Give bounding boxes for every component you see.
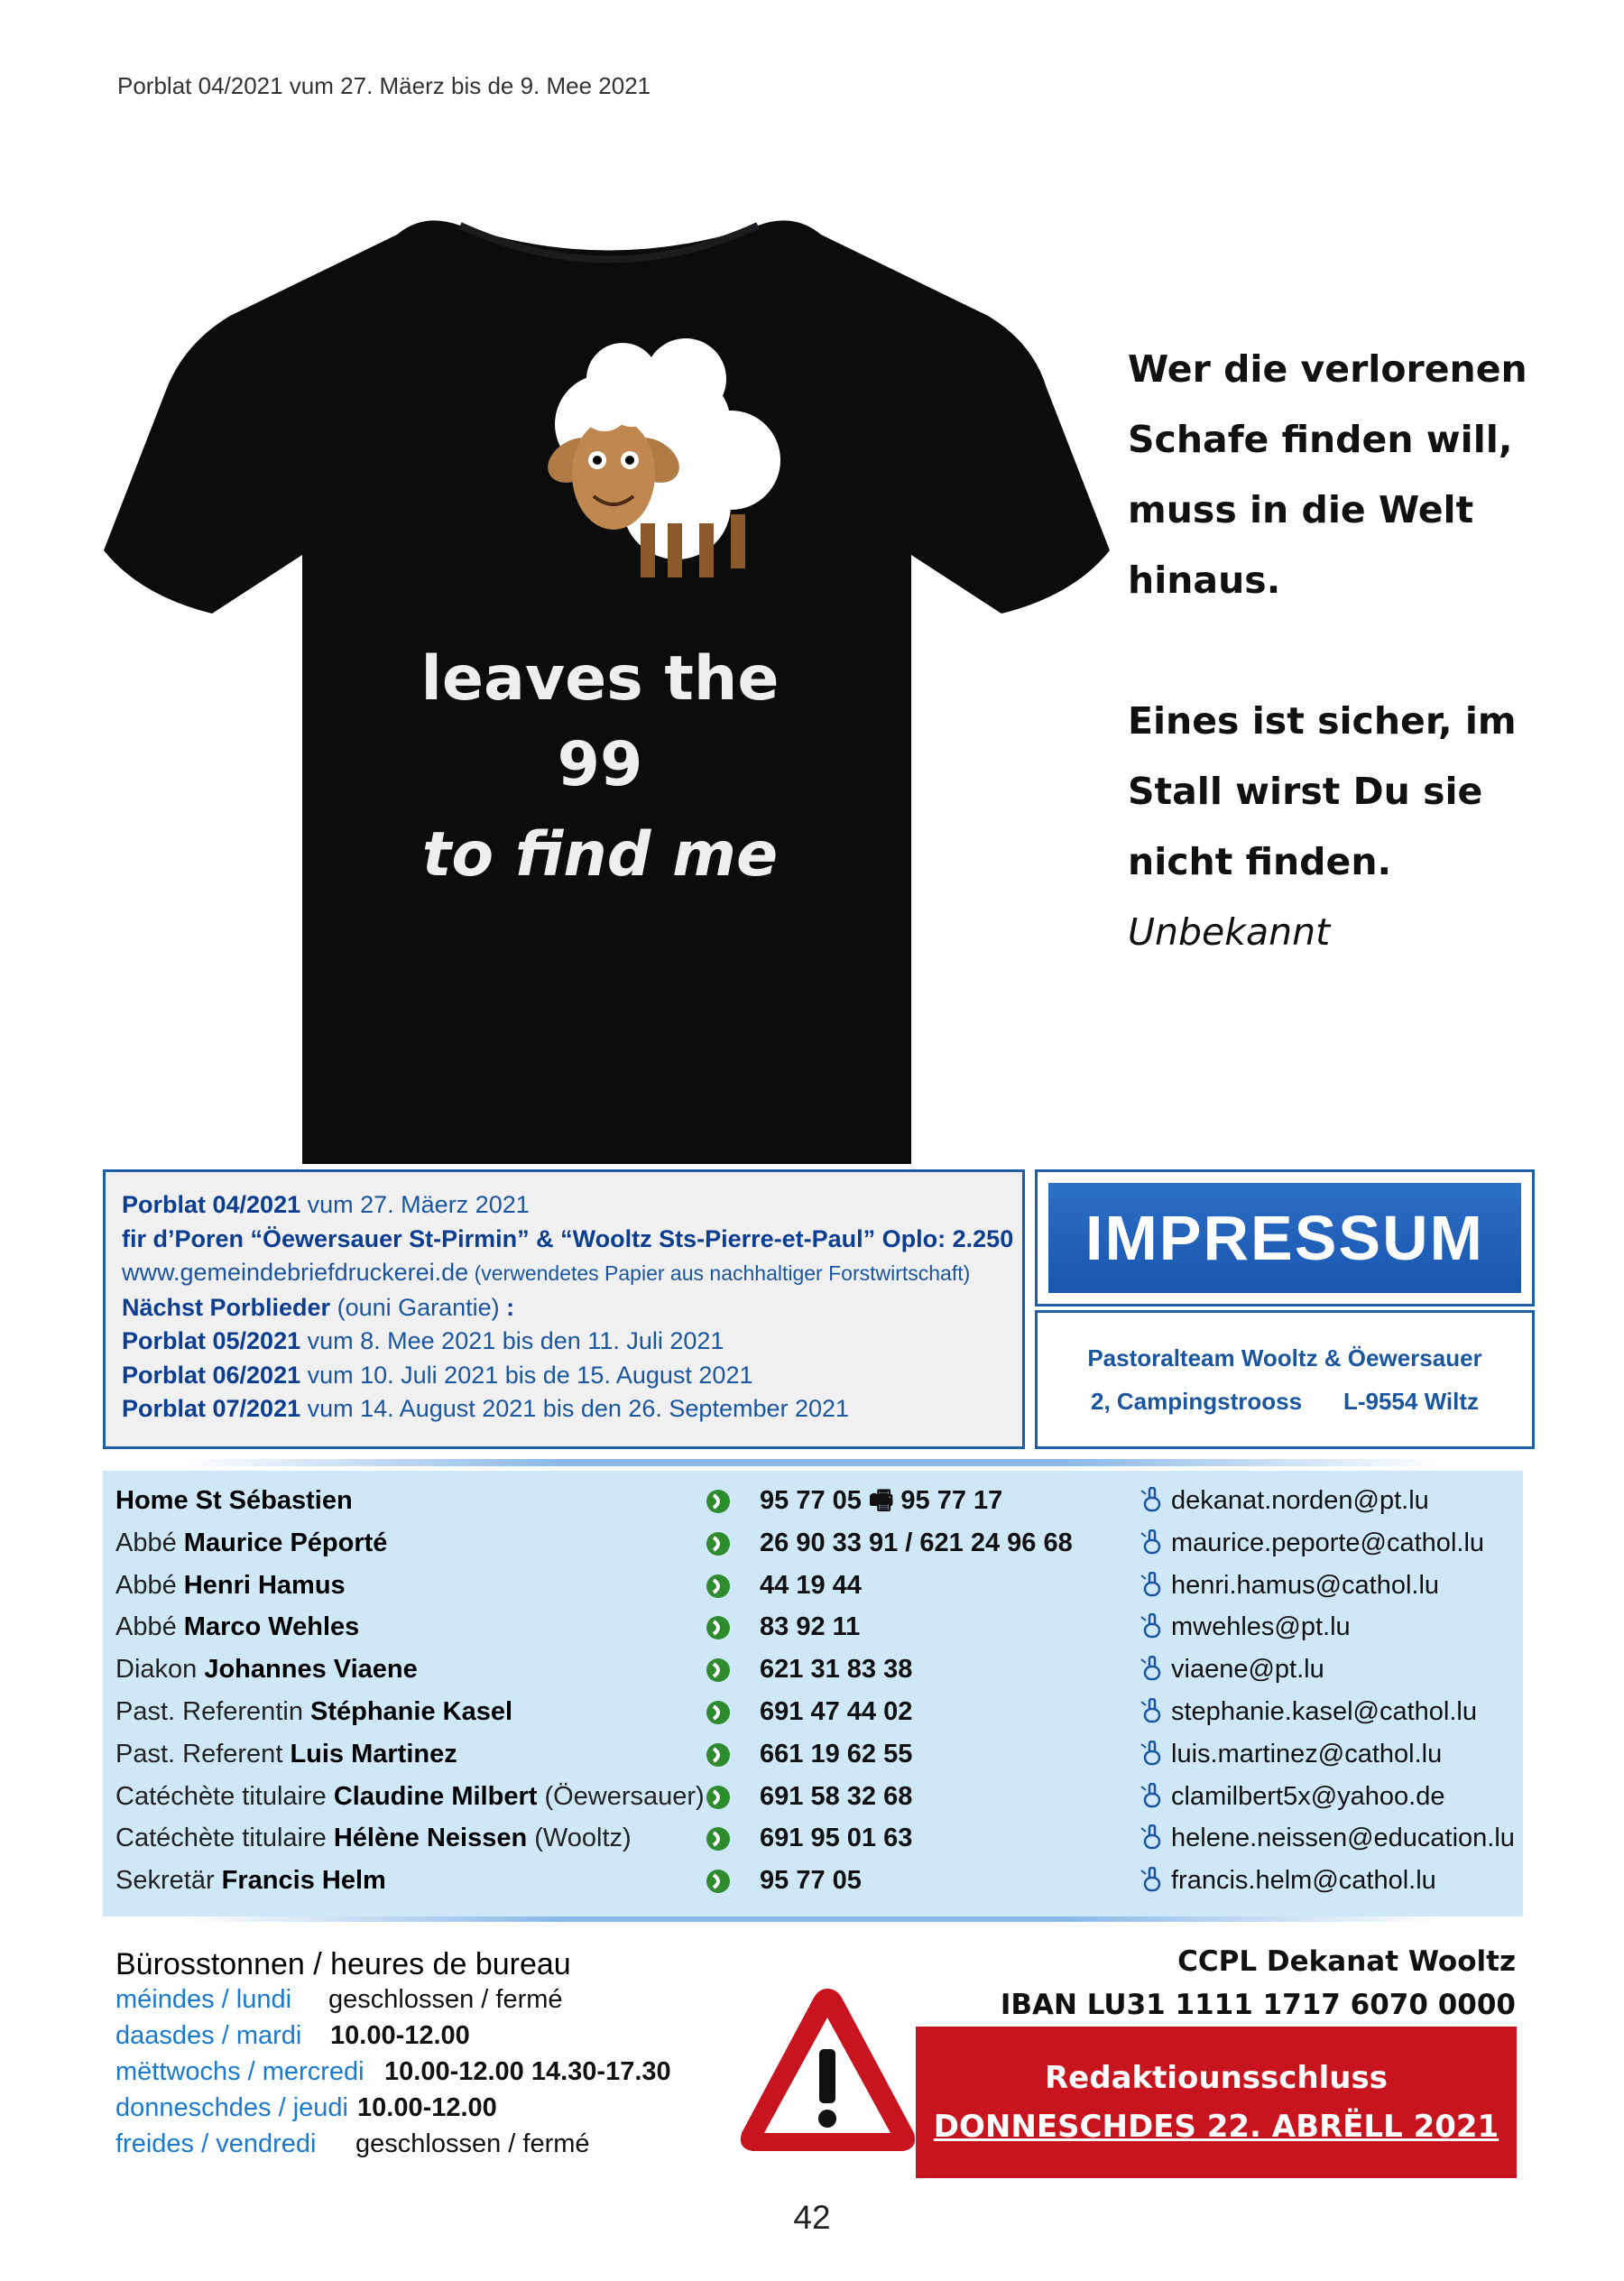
mouse-pointer-icon — [1139, 1783, 1162, 1810]
contact-name: Past. Referent Luis Martinez — [115, 1739, 457, 1768]
mouse-pointer-icon — [1139, 1867, 1162, 1894]
info-row: Porblat 07/2021 vum 14. August 2021 bis den 26. September 2021 — [122, 1395, 850, 1422]
info-row: Nächst Porblieder (ouni Garantie) : — [122, 1293, 515, 1321]
contact-name: Abbé Maurice Péporté — [115, 1528, 388, 1557]
contact-email[interactable]: helene.neissen@education.lu — [1171, 1824, 1515, 1853]
quote-block — [1128, 334, 1597, 967]
mouse-pointer-icon — [1139, 1656, 1162, 1683]
contact-name: Home St Sébastien — [115, 1486, 353, 1515]
phone-icon — [706, 1658, 731, 1683]
slogan-line-1: leaves the — [420, 643, 780, 715]
contact-email[interactable]: maurice.peporte@cathol.lu — [1171, 1528, 1485, 1557]
quote-author: Unbekannt — [1128, 910, 1331, 954]
contact-phone[interactable]: 691 47 44 02 — [760, 1697, 913, 1726]
contact-phone[interactable]: 621 31 83 38 — [760, 1655, 913, 1685]
office-day: donneschdes / jeudi — [115, 2093, 348, 2122]
contact-row — [103, 1480, 1523, 1522]
warning-icon — [735, 1981, 920, 2157]
deadline-box — [916, 2027, 1517, 2178]
contact-phone[interactable]: 44 19 44 — [760, 1570, 862, 1600]
impressum-city: L-9554 Wiltz — [1343, 1388, 1479, 1415]
quote-line: Stall wirst Du sie — [1128, 770, 1483, 813]
mouse-pointer-icon — [1139, 1487, 1162, 1514]
phone-icon — [706, 1615, 731, 1640]
office-hours-row — [115, 2057, 671, 2087]
contact-row — [103, 1606, 1523, 1648]
office-hours-row — [115, 2129, 590, 2159]
contact-row — [103, 1565, 1523, 1607]
office-hours-row — [115, 1985, 563, 2015]
contacts-table — [103, 1471, 1523, 1916]
printer-link[interactable]: www.gemeindebriefdruckerei.de — [122, 1259, 469, 1286]
contact-phone[interactable]: 26 90 33 91 / 621 24 96 68 — [760, 1528, 1073, 1557]
contact-phone[interactable]: 691 58 32 68 — [760, 1781, 913, 1811]
slogan-line-3: to find me — [421, 819, 779, 891]
impressum-banner — [1035, 1169, 1535, 1307]
impressum-address — [1035, 1310, 1535, 1449]
contact-email[interactable]: clamilbert5x@yahoo.de — [1171, 1781, 1445, 1811]
bank-iban: IBAN LU31 1111 1717 6070 0000 — [1000, 1989, 1516, 2021]
mouse-pointer-icon — [1139, 1824, 1162, 1852]
contact-name: Catéchète titulaire Claudine Milbert (Öewersauer) — [115, 1781, 705, 1811]
info-row: www.gemeindebriefdruckerei.de (verwendetes Papier aus nachhaltiger Forstwirtschaft) — [122, 1259, 971, 1286]
info-row: Porblat 05/2021 vum 8. Mee 2021 bis den 11. Juli 2021 — [122, 1327, 724, 1354]
contact-email[interactable]: francis.helm@cathol.lu — [1171, 1866, 1436, 1896]
info-row: Porblat 06/2021 vum 10. Juli 2021 bis de 15. August 2021 — [122, 1361, 753, 1389]
mouse-pointer-icon — [1139, 1698, 1162, 1725]
divider — [180, 1459, 1444, 1466]
office-day: mëttwochs / mercredi — [115, 2057, 364, 2086]
phone-icon — [706, 1700, 731, 1725]
phone-icon — [706, 1531, 731, 1556]
contact-email[interactable]: viaene@pt.lu — [1171, 1655, 1324, 1685]
office-day: méindes / lundi — [115, 1985, 292, 2014]
contact-name: Diakon Johannes Viaene — [115, 1655, 418, 1685]
impressum-team: Pastoralteam Wooltz & Öewersauer — [1087, 1344, 1482, 1371]
tshirt-image — [99, 126, 1119, 1164]
contact-row — [103, 1860, 1523, 1902]
divider — [180, 1916, 1444, 1922]
office-hours-title: Bürosstonnen / heures de bureau — [115, 1947, 571, 1981]
contact-name: Catéchète titulaire Hélène Neissen (Wooltz) — [115, 1824, 632, 1853]
quote-line: nicht finden. — [1128, 840, 1392, 883]
contact-name: Past. Referentin Stéphanie Kasel — [115, 1697, 513, 1726]
contact-phone[interactable]: 691 95 01 63 — [760, 1824, 913, 1853]
office-time: 10.00-12.00 14.30-17.30 — [384, 2057, 671, 2086]
contact-phone[interactable]: 661 19 62 55 — [760, 1739, 913, 1768]
office-time: geschlossen / fermé — [355, 2129, 590, 2158]
office-day: freides / vendredi — [115, 2129, 317, 2158]
phone-icon — [706, 1742, 731, 1768]
deadline-label: Redaktiounsschluss — [1045, 2060, 1388, 2096]
quote-line: Schafe finden will, — [1128, 418, 1513, 461]
impressum-title: IMPRESSUM — [1048, 1183, 1521, 1293]
office-hours-row — [115, 2093, 497, 2123]
quote-line: Eines ist sicher, im — [1128, 699, 1517, 743]
contact-email[interactable]: henri.hamus@cathol.lu — [1171, 1570, 1440, 1600]
mouse-pointer-icon — [1139, 1741, 1162, 1768]
phone-icon — [706, 1489, 731, 1514]
office-day: daasdes / mardi — [115, 2021, 302, 2050]
info-row: fir d’Poren “Öewersauer St-Pirmin” & “Wooltz Sts-Pierre-et-Paul” Oplo: 2.250 — [122, 1224, 1014, 1252]
bank-account-name: CCPL Dekanat Wooltz — [1177, 1945, 1516, 1978]
contact-row — [103, 1817, 1523, 1860]
contact-name: Abbé Marco Wehles — [115, 1612, 360, 1642]
mouse-pointer-icon — [1139, 1529, 1162, 1556]
contact-email[interactable]: luis.martinez@cathol.lu — [1171, 1739, 1443, 1768]
phone-icon — [706, 1574, 731, 1599]
contact-email[interactable]: dekanat.norden@pt.lu — [1171, 1486, 1429, 1515]
page-header: Porblat 04/2021 vum 27. Mäerz bis de 9. Mee 2021 — [117, 72, 651, 99]
contact-phone[interactable]: 83 92 11 — [760, 1612, 861, 1642]
contact-name: Sekretär Francis Helm — [115, 1866, 386, 1896]
contact-row — [103, 1648, 1523, 1691]
mouse-pointer-icon — [1139, 1572, 1162, 1599]
quote-line: muss in die Welt — [1128, 488, 1474, 531]
contact-row — [103, 1776, 1523, 1818]
deadline-date: DONNESCHDES 22. ABRËLL 2021 — [933, 2109, 1499, 2145]
bank-details — [938, 1940, 1516, 2027]
mouse-pointer-icon — [1139, 1613, 1162, 1640]
impressum-street: 2, Campingstrooss — [1091, 1388, 1303, 1415]
office-hours-row — [115, 2021, 470, 2051]
contact-name: Abbé Henri Hamus — [115, 1570, 346, 1600]
quote-line: hinaus. — [1128, 559, 1281, 602]
contact-email[interactable]: stephanie.kasel@cathol.lu — [1171, 1697, 1477, 1726]
info-row: Porblat 04/2021 vum 27. Mäerz 2021 — [122, 1191, 530, 1218]
phone-icon — [706, 1826, 731, 1852]
contact-phone[interactable]: 95 77 05 — [760, 1866, 862, 1896]
contact-phone[interactable]: 95 77 05 🖷 95 77 17 — [760, 1486, 1003, 1515]
contact-row — [103, 1691, 1523, 1733]
contact-row — [103, 1733, 1523, 1776]
contact-email[interactable]: mwehles@pt.lu — [1171, 1612, 1351, 1642]
office-time: 10.00-12.00 — [330, 2021, 470, 2050]
phone-icon — [706, 1869, 731, 1894]
slogan-line-2: 99 — [557, 729, 643, 800]
quote-line: Wer die verlorenen — [1128, 347, 1527, 391]
office-time: 10.00-12.00 — [357, 2093, 497, 2122]
contact-row — [103, 1522, 1523, 1565]
page-number: 42 — [793, 2199, 831, 2236]
info-box — [103, 1169, 1025, 1449]
office-time: geschlossen / fermé — [328, 1985, 563, 2014]
phone-icon — [706, 1785, 731, 1810]
